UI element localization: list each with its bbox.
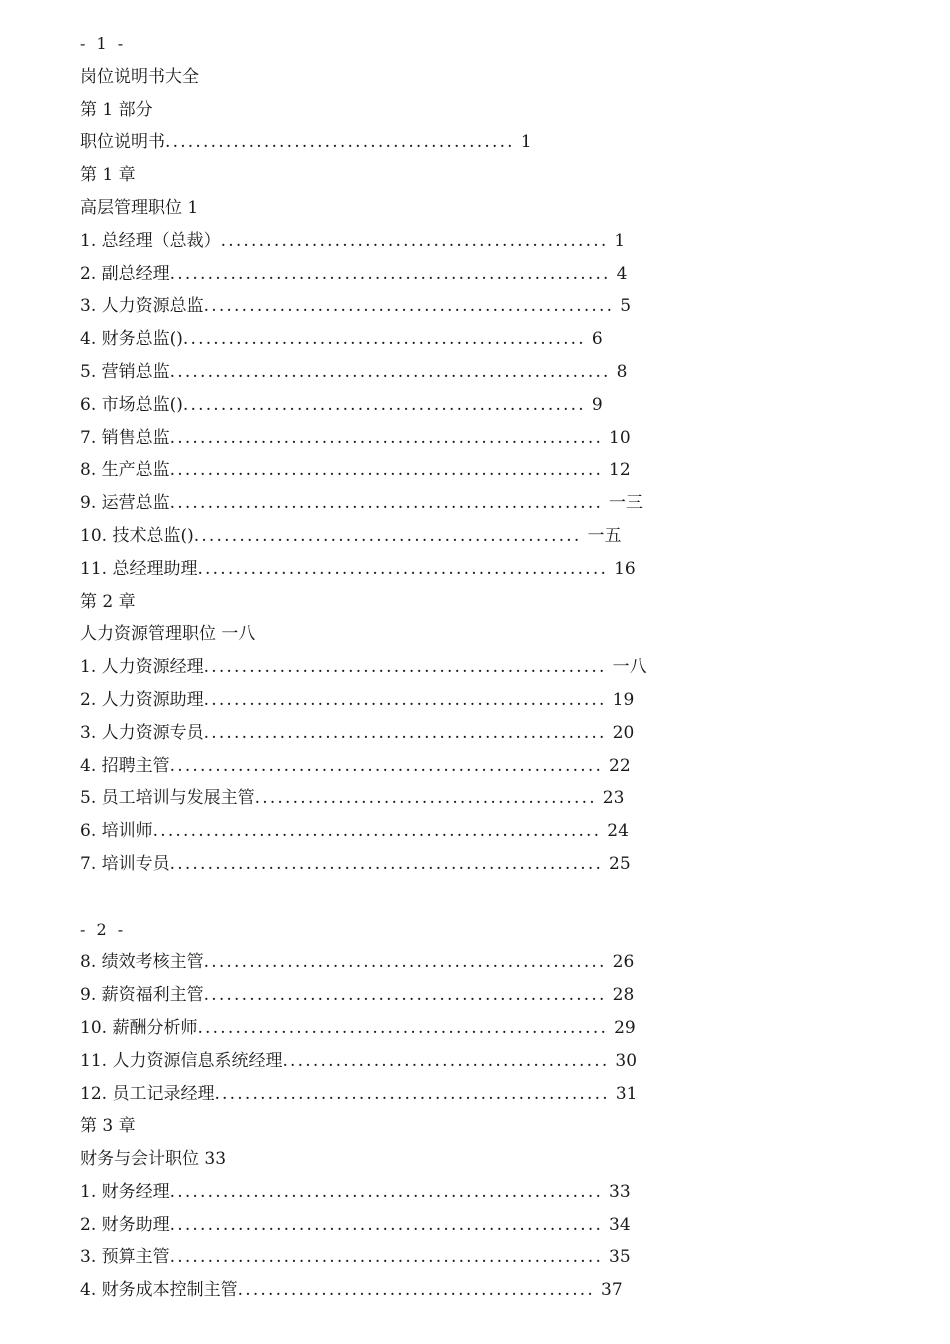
toc-entry (80, 454, 900, 487)
toc-entry (80, 1078, 900, 1111)
toc-entry (80, 1241, 900, 1274)
toc-leader-dots: ........................................................... (152, 821, 602, 842)
chapter-title: 人力资源管理职位 一八 (80, 624, 256, 645)
toc-leader-dots: ..................................................... (182, 394, 586, 415)
toc-page-number: 1 (520, 132, 532, 153)
toc-entry-text: 11. 人力资源信息系统经理 (80, 1050, 283, 1071)
toc-entry (80, 717, 900, 750)
toc-entry (80, 1045, 900, 1078)
chapter-title: 财务与会计职位 33 (80, 1149, 227, 1170)
toc-leader-dots: ......................................................... (169, 853, 604, 874)
toc-page-number: 16 (614, 558, 636, 579)
toc-leader-dots: ......................................................... (169, 1247, 604, 1268)
toc-page-number: 一五 (587, 525, 622, 546)
toc-entry (80, 356, 900, 389)
toc-entry (80, 815, 900, 848)
toc-entry (80, 750, 900, 783)
toc-entry-text: 9. 运营总监 (80, 493, 170, 514)
toc-leader-dots: ...................................................... (197, 1017, 609, 1038)
toc-entry (80, 782, 900, 815)
toc-leader-dots: ...................................................... (197, 558, 609, 579)
toc-page-number: 26 (612, 952, 635, 973)
toc-entry (80, 389, 900, 422)
toc-leader-dots: ..................................................... (203, 985, 607, 1006)
toc-entry-text: 11. 总经理助理 (80, 558, 198, 579)
toc-leader-dots: ..................................................... (182, 329, 586, 350)
toc-page-number: 34 (609, 1214, 631, 1235)
toc-page-number: 9 (591, 394, 603, 415)
toc-list-chapter-2-continued (80, 946, 900, 1110)
toc-entry (80, 651, 900, 684)
document-page (80, 28, 900, 1307)
part-heading: 第 1 部分 (80, 99, 153, 120)
toc-page-number: 22 (609, 755, 631, 776)
toc-entry (80, 979, 900, 1012)
toc-page-number: 一三 (609, 493, 644, 514)
toc-leader-dots: ......................................................... (169, 460, 604, 481)
toc-entry (80, 553, 900, 586)
toc-leader-dots: ................................................... (193, 525, 582, 546)
toc-page-number: 37 (601, 1280, 623, 1301)
chapter-label: 第 1 章 (80, 165, 136, 186)
document-title: 岗位说明书大全 (80, 66, 199, 87)
toc-entry-text: 2. 财务助理 (80, 1214, 170, 1235)
toc-leader-dots: .......................................................... (169, 263, 611, 284)
toc-entry-text: 9. 薪资福利主管 (80, 985, 204, 1006)
toc-page-number: 28 (612, 985, 635, 1006)
toc-entry-text: 5. 员工培训与发展主管 (80, 788, 255, 809)
toc-entry-text: 12. 员工记录经理 (80, 1083, 215, 1104)
toc-entry-text: 10. 薪酬分析师 (80, 1017, 198, 1038)
toc-entry (80, 487, 900, 520)
toc-leader-dots: ........................................... (282, 1050, 610, 1071)
toc-entry (80, 290, 900, 323)
toc-list-chapter-3 (80, 1176, 900, 1307)
toc-leader-dots: ..................................................... (203, 689, 607, 710)
toc-entry-text: 5. 营销总监 (80, 361, 170, 382)
toc-entry-text: 3. 预算主管 (80, 1247, 170, 1268)
chapter-title: 高层管理职位 1 (80, 197, 199, 218)
toc-page-number: 31 (615, 1083, 638, 1104)
toc-entry (80, 1176, 900, 1209)
toc-entry (80, 946, 900, 979)
toc-entry (80, 126, 900, 159)
toc-leader-dots: ......................................................... (169, 755, 604, 776)
toc-entry-text: 1. 人力资源经理 (80, 657, 204, 678)
toc-entry-text: 4. 财务成本控制主管 (80, 1280, 238, 1301)
toc-entry (80, 422, 900, 455)
toc-entry-text: 职位说明书 (80, 132, 165, 153)
toc-leader-dots: ............................................. (254, 788, 597, 809)
toc-entry-text: 10. 技术总监() (80, 525, 194, 546)
toc-list-chapter-1 (80, 225, 900, 586)
toc-page-number: 8 (616, 361, 628, 382)
toc-entry-text: 7. 培训专员 (80, 853, 170, 874)
toc-page-number: 35 (609, 1247, 631, 1268)
toc-leader-dots: ..................................................... (203, 952, 607, 973)
toc-entry-text: 7. 销售总监 (80, 427, 170, 448)
toc-leader-dots: ......................................................... (169, 427, 604, 448)
toc-entry-text: 4. 招聘主管 (80, 755, 170, 776)
toc-leader-dots: ...................................................... (203, 296, 615, 317)
page-number-marker: - 2 - (80, 919, 127, 939)
toc-page-number: 一八 (612, 657, 647, 678)
toc-leader-dots: ......................................................... (169, 1214, 604, 1235)
toc-entry-text: 8. 生产总监 (80, 460, 170, 481)
toc-page-number: 12 (609, 460, 631, 481)
toc-entry (80, 1209, 900, 1242)
toc-leader-dots: .......................................................... (169, 361, 611, 382)
page-break-spacer (80, 881, 900, 914)
toc-page-number: 4 (616, 263, 628, 284)
toc-entry (80, 225, 900, 258)
toc-leader-dots: .................................................... (214, 1083, 610, 1104)
toc-leader-dots: ................................................... (220, 230, 609, 251)
toc-entry (80, 258, 900, 291)
toc-page-number: 1 (614, 230, 626, 251)
toc-page-number: 20 (612, 722, 635, 743)
toc-leader-dots: ..................................................... (203, 722, 607, 743)
toc-list-chapter-2 (80, 651, 900, 881)
toc-page-number: 24 (607, 821, 629, 842)
toc-entry-text: 1. 总经理（总裁） (80, 230, 221, 251)
chapter-label: 第 3 章 (80, 1116, 136, 1137)
toc-page-number: 33 (609, 1181, 631, 1202)
toc-leader-dots: ..................................................... (203, 657, 607, 678)
toc-entry-text: 2. 副总经理 (80, 263, 170, 284)
toc-entry (80, 848, 900, 881)
toc-leader-dots: ............................................... (237, 1280, 596, 1301)
toc-entry (80, 684, 900, 717)
toc-leader-dots: ......................................................... (169, 493, 604, 514)
toc-entry-text: 6. 市场总监() (80, 394, 183, 415)
toc-entry (80, 1012, 900, 1045)
chapter-label: 第 2 章 (80, 591, 136, 612)
toc-entry (80, 1274, 900, 1307)
toc-page-number: 6 (591, 329, 603, 350)
toc-entry-text: 3. 人力资源总监 (80, 296, 204, 317)
toc-page-number: 25 (609, 853, 631, 874)
toc-entry-text: 3. 人力资源专员 (80, 722, 204, 743)
toc-page-number: 29 (614, 1017, 636, 1038)
toc-page-number: 23 (602, 788, 625, 809)
page-number-marker: - 1 - (80, 34, 127, 53)
toc-entry (80, 520, 900, 553)
toc-entry-text: 1. 财务经理 (80, 1181, 170, 1202)
toc-entry-text: 8. 绩效考核主管 (80, 952, 204, 973)
toc-leader-dots: .............................................. (165, 132, 515, 153)
toc-leader-dots: ......................................................... (169, 1181, 604, 1202)
toc-entry-text: 6. 培训师 (80, 821, 153, 842)
toc-entry (80, 323, 900, 356)
toc-page-number: 10 (609, 427, 631, 448)
toc-entry-text: 2. 人力资源助理 (80, 689, 204, 710)
toc-page-number: 5 (620, 296, 632, 317)
toc-entry-text: 4. 财务总监() (80, 329, 183, 350)
toc-page-number: 30 (615, 1050, 638, 1071)
toc-page-number: 19 (612, 689, 635, 710)
